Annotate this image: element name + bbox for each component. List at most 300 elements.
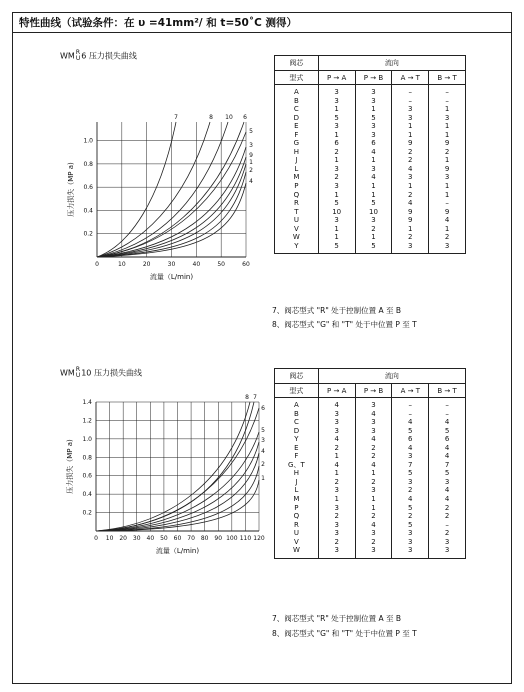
spool-type-cell: M	[275, 173, 319, 182]
table-row	[275, 529, 466, 538]
y-axis-label: 压力损失（MP a)	[66, 439, 74, 494]
value-cell: 4	[429, 216, 466, 225]
value-cell: 3	[355, 486, 392, 495]
value-cell: 1	[392, 122, 429, 131]
curve-label: 8	[209, 114, 213, 121]
chart-title-ru: R U	[75, 366, 81, 379]
spool-type-cell: H	[275, 469, 319, 478]
value-cell: 2	[429, 233, 466, 242]
col-p-a: P → A	[318, 384, 355, 398]
chart-title-suffix: 10 压力损失曲线	[81, 368, 142, 378]
value-cell: 3	[355, 216, 392, 225]
value-cell: 3	[392, 529, 429, 538]
value-cell: 3	[392, 173, 429, 182]
value-cell: 2	[392, 191, 429, 200]
value-cell: 9	[392, 208, 429, 217]
curve-label: 2	[261, 461, 265, 468]
curve-label: 5	[249, 128, 253, 135]
spool-type-cell: T	[275, 208, 319, 217]
x-tick-label: 120	[253, 535, 265, 542]
value-cell: 9	[429, 208, 466, 217]
value-cell: 1	[355, 191, 392, 200]
value-cell: 4	[355, 148, 392, 157]
value-cell: 3	[318, 182, 355, 191]
value-cell: 3	[355, 131, 392, 140]
table-row	[275, 131, 466, 140]
value-cell: 1	[318, 495, 355, 504]
table-row	[275, 105, 466, 114]
value-cell: 3	[429, 242, 466, 254]
table-row	[275, 435, 466, 444]
value-cell: 3	[355, 122, 392, 131]
spool-type-cell: G、T	[275, 461, 319, 470]
table-row	[275, 461, 466, 470]
value-cell: 1	[429, 131, 466, 140]
note-g-t-spool: 8、阀芯型式 "G" 和 "T" 处于中位置 P 至 T	[272, 320, 417, 329]
spool-type-cell: P	[275, 182, 319, 191]
y-tick-label: 0.4	[83, 207, 93, 215]
value-cell: 3	[318, 165, 355, 174]
value-cell: 2	[429, 148, 466, 157]
value-cell: 5	[429, 469, 466, 478]
table-row	[275, 216, 466, 225]
value-cell: 4	[429, 495, 466, 504]
value-cell: 3	[318, 521, 355, 530]
value-cell: 2	[318, 512, 355, 521]
value-cell: 3	[392, 546, 429, 558]
value-cell: 4	[429, 452, 466, 461]
value-cell: 1	[429, 225, 466, 234]
spool-type-cell: W	[275, 546, 319, 558]
x-tick-label: 50	[160, 535, 168, 542]
value-cell: 3	[318, 418, 355, 427]
spool-type-cell: C	[275, 105, 319, 114]
value-cell: 2	[318, 538, 355, 547]
spool-header: 阀芯	[275, 369, 319, 384]
value-cell: 1	[392, 131, 429, 140]
value-cell: 1	[355, 495, 392, 504]
value-cell: 1	[318, 469, 355, 478]
y-axis-label: 压力损失（MP a)	[67, 162, 75, 217]
value-cell: 1	[429, 191, 466, 200]
value-cell: 4	[429, 444, 466, 453]
value-cell: 2	[392, 148, 429, 157]
x-axis-label: 流量（L/min)	[149, 273, 194, 281]
spool-type-cell: G	[275, 139, 319, 148]
table-row	[275, 486, 466, 495]
value-cell: 4	[392, 495, 429, 504]
spool-type-cell: V	[275, 538, 319, 547]
table-row	[275, 495, 466, 504]
value-cell: 4	[392, 165, 429, 174]
y-tick-label: 0.8	[83, 160, 93, 168]
value-cell: 5	[392, 469, 429, 478]
table-row	[275, 122, 466, 131]
spool-type-cell: Q	[275, 191, 319, 200]
x-tick-label: 10	[105, 535, 114, 542]
note-r-spool: 7、阀芯型式 "R" 处于控制位置 A 至 B	[272, 306, 402, 315]
value-cell: 1	[318, 131, 355, 140]
value-cell: 1	[318, 191, 355, 200]
page-title: 特性曲线（试验条件：在 υ =41mm²/ 和 t=50˚C 测得）	[13, 13, 511, 33]
value-cell: 9	[392, 139, 429, 148]
value-cell: –	[429, 199, 466, 208]
value-cell: 2	[355, 225, 392, 234]
table-row	[275, 139, 466, 148]
table-row	[275, 225, 466, 234]
table-row	[275, 546, 466, 558]
x-tick-label: 0	[94, 535, 98, 542]
x-tick-label: 60	[173, 535, 182, 542]
value-cell: 3	[318, 410, 355, 419]
table-row	[275, 444, 466, 453]
curve-label: 8	[245, 394, 249, 401]
value-cell: 4	[355, 435, 392, 444]
spool-type-cell: P	[275, 504, 319, 513]
value-cell: 3	[355, 165, 392, 174]
curve-label: 10	[225, 114, 233, 121]
value-cell: 3	[392, 538, 429, 547]
y-tick-label: 0.6	[82, 472, 92, 480]
value-cell: 10	[355, 208, 392, 217]
value-cell: 1	[392, 182, 429, 191]
value-cell: 4	[392, 444, 429, 453]
table-row	[275, 97, 466, 106]
table-row	[275, 512, 466, 521]
value-cell: 3	[318, 427, 355, 436]
value-cell: 4	[355, 521, 392, 530]
table-row	[275, 469, 466, 478]
table-row	[275, 521, 466, 530]
value-cell: 3	[318, 97, 355, 106]
spool-table-wm6	[274, 55, 466, 254]
spool-type-cell: B	[275, 410, 319, 419]
value-cell: 10	[318, 208, 355, 217]
spool-type-cell: R	[275, 199, 319, 208]
value-cell: –	[429, 410, 466, 419]
spool-type-cell: U	[275, 529, 319, 538]
type-header: 型式	[275, 384, 319, 398]
x-tick-label: 40	[192, 261, 201, 268]
value-cell: 9	[429, 165, 466, 174]
col-p-b: P → B	[355, 71, 392, 85]
x-tick-label: 30	[132, 535, 141, 542]
x-tick-label: 10	[118, 261, 126, 268]
value-cell: 2	[429, 512, 466, 521]
table-row	[275, 114, 466, 123]
value-cell: 1	[355, 469, 392, 478]
value-cell: 3	[318, 216, 355, 225]
value-cell: 3	[392, 478, 429, 487]
value-cell: 1	[429, 122, 466, 131]
curve-label: 1	[249, 159, 253, 166]
spool-type-cell: M	[275, 495, 319, 504]
curve-label: 6	[261, 405, 265, 412]
value-cell: 3	[318, 486, 355, 495]
curve-label: 2	[249, 167, 253, 174]
value-cell: 5	[355, 242, 392, 254]
spool-type-cell: R	[275, 521, 319, 530]
chart-title-prefix: WM	[60, 51, 75, 61]
table-row	[275, 427, 466, 436]
spool-type-cell: A	[275, 398, 319, 410]
x-tick-label: 20	[142, 261, 151, 268]
table-row	[275, 242, 466, 254]
spool-type-cell: U	[275, 216, 319, 225]
curve-label: 5	[261, 427, 265, 434]
spool-type-cell: E	[275, 444, 319, 453]
value-cell: –	[429, 521, 466, 530]
value-cell: 1	[355, 504, 392, 513]
value-cell: 2	[392, 486, 429, 495]
y-tick-label: 1.0	[82, 435, 92, 443]
spool-type-cell: J	[275, 156, 319, 165]
value-cell: 3	[355, 546, 392, 558]
value-cell: 2	[392, 156, 429, 165]
value-cell: 9	[392, 216, 429, 225]
spool-type-cell: L	[275, 486, 319, 495]
table-row	[275, 418, 466, 427]
value-cell: 3	[318, 504, 355, 513]
curve-label: 4	[261, 448, 265, 455]
value-cell: 1	[355, 233, 392, 242]
col-b-t: B → T	[429, 384, 466, 398]
table-row	[275, 504, 466, 513]
value-cell: 1	[318, 233, 355, 242]
curve-label: 7	[174, 114, 178, 121]
value-cell: 1	[429, 105, 466, 114]
value-cell: 3	[392, 242, 429, 254]
value-cell: 2	[392, 512, 429, 521]
table-row	[275, 199, 466, 208]
value-cell: 2	[392, 233, 429, 242]
value-cell: 9	[429, 139, 466, 148]
value-cell: 3	[392, 114, 429, 123]
value-cell: 3	[355, 529, 392, 538]
note-g-t-spool: 8、阀芯型式 "G" 和 "T" 处于中位置 P 至 T	[272, 629, 417, 638]
flow-header: 流向	[318, 369, 465, 384]
value-cell: 2	[318, 478, 355, 487]
curve-label: 3	[249, 142, 253, 149]
curve-label: 3	[261, 437, 265, 444]
x-tick-label: 0	[95, 261, 99, 268]
value-cell: 6	[392, 435, 429, 444]
value-cell: 3	[355, 418, 392, 427]
spool-type-cell: L	[275, 165, 319, 174]
x-tick-label: 60	[242, 261, 250, 268]
spool-type-cell: F	[275, 131, 319, 140]
table-row	[275, 148, 466, 157]
value-cell: 6	[355, 139, 392, 148]
value-cell: –	[429, 398, 466, 410]
value-cell: 5	[355, 114, 392, 123]
value-cell: 3	[318, 529, 355, 538]
table-row	[275, 156, 466, 165]
col-p-a: P → A	[318, 71, 355, 85]
value-cell: 3	[392, 105, 429, 114]
curve-label: 4	[249, 178, 253, 185]
spool-type-cell: Q	[275, 512, 319, 521]
value-cell: 5	[318, 199, 355, 208]
value-cell: 2	[318, 444, 355, 453]
spool-type-cell: Y	[275, 242, 319, 254]
value-cell: 2	[318, 148, 355, 157]
value-cell: 2	[355, 478, 392, 487]
value-cell: 2	[318, 173, 355, 182]
value-cell: 1	[429, 182, 466, 191]
value-cell: 5	[392, 427, 429, 436]
spool-type-cell: V	[275, 225, 319, 234]
table-row	[275, 165, 466, 174]
value-cell: 1	[429, 156, 466, 165]
value-cell: 4	[355, 410, 392, 419]
value-cell: 2	[355, 444, 392, 453]
value-cell: 4	[392, 418, 429, 427]
value-cell: 3	[318, 122, 355, 131]
chart-title-prefix: WM	[60, 368, 75, 378]
value-cell: 4	[318, 461, 355, 470]
spool-type-cell: A	[275, 85, 319, 97]
y-tick-label: 1.0	[83, 137, 93, 145]
table-row	[275, 478, 466, 487]
spool-type-cell: E	[275, 122, 319, 131]
curve-label: 1	[261, 475, 265, 482]
value-cell: 6	[318, 139, 355, 148]
spool-type-cell: F	[275, 452, 319, 461]
table-row	[275, 85, 466, 97]
value-cell: 5	[318, 114, 355, 123]
value-cell: 4	[429, 486, 466, 495]
x-tick-label: 40	[146, 535, 155, 542]
y-tick-label: 0.2	[82, 509, 92, 517]
table-row	[275, 398, 466, 410]
value-cell: 7	[429, 461, 466, 470]
spool-header: 阀芯	[275, 56, 319, 71]
x-axis-label: 流量（L/min)	[155, 547, 200, 555]
y-tick-label: 0.6	[83, 184, 93, 192]
y-tick-label: 0.8	[82, 454, 92, 462]
value-cell: –	[429, 97, 466, 106]
spool-type-cell: C	[275, 418, 319, 427]
value-cell: 4	[318, 435, 355, 444]
x-tick-label: 30	[167, 261, 176, 268]
value-cell: 4	[355, 461, 392, 470]
curve-label: 6	[243, 114, 247, 121]
x-tick-label: 50	[217, 261, 225, 268]
chart-title-wm6	[60, 50, 137, 62]
value-cell: 3	[429, 538, 466, 547]
value-cell: 3	[355, 398, 392, 410]
spool-type-cell: B	[275, 97, 319, 106]
value-cell: 1	[355, 182, 392, 191]
spool-type-cell: D	[275, 427, 319, 436]
value-cell: 1	[318, 105, 355, 114]
value-cell: 5	[392, 521, 429, 530]
value-cell: –	[392, 85, 429, 97]
col-a-t: A → T	[392, 71, 429, 85]
x-tick-label: 80	[200, 535, 209, 542]
value-cell: 4	[355, 173, 392, 182]
value-cell: 2	[429, 504, 466, 513]
value-cell: 1	[355, 156, 392, 165]
table-row	[275, 173, 466, 182]
value-cell: 1	[392, 225, 429, 234]
value-cell: 2	[429, 529, 466, 538]
value-cell: 2	[355, 452, 392, 461]
y-tick-label: 0.4	[82, 491, 92, 499]
value-cell: 3	[355, 427, 392, 436]
value-cell: –	[429, 85, 466, 97]
value-cell: 4	[429, 418, 466, 427]
flow-header: 流向	[318, 56, 465, 71]
spool-type-cell: H	[275, 148, 319, 157]
spool-type-cell: J	[275, 478, 319, 487]
curve-label: 7	[253, 394, 257, 401]
value-cell: 1	[318, 156, 355, 165]
value-cell: 5	[318, 242, 355, 254]
table-row	[275, 452, 466, 461]
x-tick-label: 20	[119, 535, 127, 542]
spool-type-cell: W	[275, 233, 319, 242]
chart-title-wm10	[60, 367, 142, 379]
note-r-spool: 7、阀芯型式 "R" 处于控制位置 A 至 B	[272, 614, 402, 623]
value-cell: 1	[355, 105, 392, 114]
table-row	[275, 191, 466, 200]
col-a-t: A → T	[392, 384, 429, 398]
value-cell: 1	[318, 225, 355, 234]
x-tick-label: 90	[214, 535, 223, 542]
table-row	[275, 208, 466, 217]
value-cell: 4	[392, 199, 429, 208]
type-header: 型式	[275, 71, 319, 85]
value-cell: –	[392, 97, 429, 106]
value-cell: 5	[355, 199, 392, 208]
value-cell: 5	[429, 427, 466, 436]
y-tick-label: 1.4	[82, 399, 92, 406]
chart-title-suffix: 6 压力损失曲线	[81, 51, 137, 61]
value-cell: –	[392, 398, 429, 410]
spool-type-cell: Y	[275, 435, 319, 444]
col-b-t: B → T	[429, 71, 466, 85]
x-tick-label: 100	[226, 535, 238, 542]
y-tick-label: 0.2	[83, 230, 93, 238]
value-cell: 3	[318, 85, 355, 97]
value-cell: 3	[392, 452, 429, 461]
value-cell: 2	[355, 538, 392, 547]
value-cell: 1	[318, 452, 355, 461]
x-tick-label: 110	[239, 535, 252, 542]
x-tick-label: 70	[187, 535, 195, 542]
value-cell: 3	[429, 478, 466, 487]
table-row	[275, 233, 466, 242]
value-cell: 3	[355, 97, 392, 106]
y-tick-label: 1.2	[82, 417, 92, 425]
value-cell: 2	[355, 512, 392, 521]
spool-type-cell: D	[275, 114, 319, 123]
value-cell: 4	[318, 398, 355, 410]
table-row	[275, 182, 466, 191]
value-cell: 3	[318, 546, 355, 558]
table-row	[275, 410, 466, 419]
curve-label: 9	[249, 152, 253, 159]
table-row	[275, 538, 466, 547]
value-cell: 7	[392, 461, 429, 470]
value-cell: 3	[429, 114, 466, 123]
value-cell: 3	[429, 546, 466, 558]
value-cell: 3	[355, 85, 392, 97]
spool-table-wm10	[274, 368, 466, 559]
chart-title-ru: R U	[75, 49, 81, 62]
